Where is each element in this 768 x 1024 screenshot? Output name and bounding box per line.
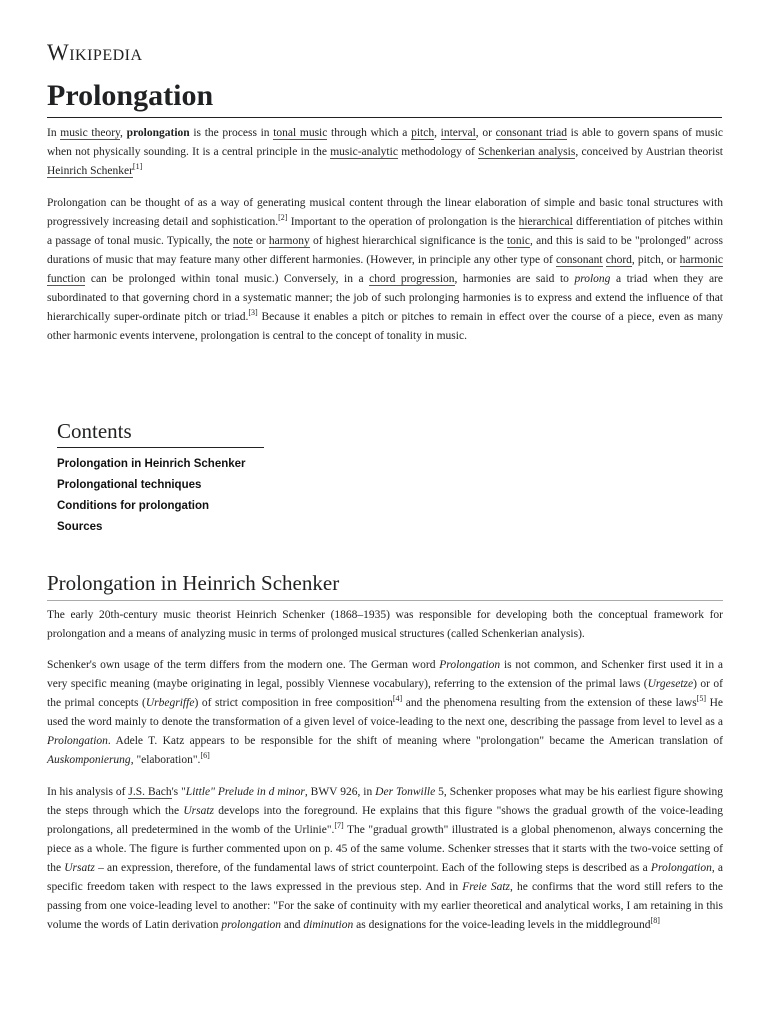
link-music-theory[interactable]: music theory bbox=[60, 127, 121, 139]
text-run: is able to govern spans of music when not physically sounding. It is a central principle in the bbox=[47, 127, 724, 158]
text-run: , BWV 926, in bbox=[304, 786, 376, 798]
link-tonal-music[interactable]: tonal music bbox=[273, 127, 328, 139]
toc-item-sources[interactable]: Sources bbox=[57, 521, 103, 533]
text-run: , harmonies are said to bbox=[454, 273, 575, 285]
toc-item-schenker[interactable]: Prolongation in Heinrich Schenker bbox=[57, 458, 246, 470]
reference-link[interactable]: [7] bbox=[334, 821, 344, 831]
section-heading-schenker: Prolongation in Heinrich Schenker bbox=[47, 570, 723, 601]
italic-term: Little" Prelude in d minor bbox=[185, 786, 305, 798]
reference-link[interactable]: [1] bbox=[132, 162, 143, 172]
intro-paragraph-2 bbox=[47, 194, 723, 346]
text-run: is not common, and Schenker first used it in a very specific meaning (maybe originating in legal, possibly Viennese vocabulary), referring to the extension of the primal laws ( bbox=[47, 659, 723, 690]
italic-term: prolong bbox=[574, 273, 611, 285]
italic-term: Prolongation bbox=[650, 862, 712, 874]
text-run: , bbox=[434, 127, 441, 139]
text-run: of highest hierarchical significance is the bbox=[309, 235, 507, 247]
reference-link[interactable]: [3] bbox=[248, 308, 258, 318]
italic-term: Auskomponierung bbox=[47, 754, 131, 766]
link-j-s-bach[interactable]: J.S. Bach bbox=[128, 786, 172, 798]
toc-title: Contents bbox=[57, 418, 264, 448]
text-run: 's " bbox=[171, 786, 186, 798]
text-run: , a specific freedom taken with respect to the laws expressed in the previous step. And in bbox=[47, 862, 723, 893]
text-run: can be prolonged within tonal music.) Conversely, in a bbox=[85, 273, 370, 285]
italic-term: prolongation bbox=[221, 919, 282, 931]
italic-term: Urgesetze bbox=[647, 678, 694, 690]
text-run: , or bbox=[475, 127, 496, 139]
link-consonant[interactable]: consonant bbox=[555, 254, 603, 266]
text-run: In bbox=[47, 127, 61, 139]
text-run: ) of strict composition in free composition bbox=[194, 697, 393, 709]
text-run: – an expression, therefore, of the fundamental laws of strict counterpoint. Each of the following steps is described as a bbox=[94, 862, 651, 874]
link-music-analytic[interactable]: music-analytic bbox=[330, 146, 398, 158]
reference-link[interactable]: [4] bbox=[392, 694, 403, 704]
section1-paragraph-1 bbox=[47, 606, 723, 644]
italic-term: Ursatz bbox=[183, 805, 215, 817]
link-consonant-triad[interactable]: consonant triad bbox=[495, 127, 567, 139]
text-run: He used the word mainly to denote the transformation of a given level of voice-leading to the next one, describing the passage from level to level as a bbox=[47, 697, 723, 728]
wikipedia-wordmark[interactable]: Wikipedia bbox=[47, 40, 143, 65]
text-run: , and this is said to be "prolonged" across durations of music that may feature many other different harmonies. (However, in principle any other type of bbox=[47, 235, 723, 266]
italic-term: diminution bbox=[303, 919, 354, 931]
text-run: The early 20th-century music theorist Heinrich Schenker (1868–1935) was responsible for developing both the conceptual framework for prolongation and a means of analyzing music in terms of prolonged musical structures (called Schenkerian analysis). bbox=[47, 609, 723, 640]
text-run: Schenker's own usage of the term differs from the modern one. The German word bbox=[47, 659, 440, 671]
link-interval[interactable]: interval bbox=[440, 127, 476, 139]
link-chord-progression[interactable]: chord progression bbox=[369, 273, 455, 285]
reference-link[interactable]: [8] bbox=[650, 916, 660, 926]
text-run: differentiation of pitches within a passage of tonal music. Typically, the bbox=[47, 216, 723, 247]
bold-term: prolongation bbox=[126, 127, 190, 139]
text-run: Prolongation can be thought of as a way of generating musical content through the linear elaboration of simple and basic tonal structures with progressively increasing detail and sophistication. bbox=[47, 197, 723, 228]
text-run: as designations for the voice-leading levels in the middleground bbox=[353, 919, 651, 931]
section1-paragraph-2 bbox=[47, 656, 723, 770]
italic-term: Prolongation bbox=[439, 659, 501, 671]
text-run: through which a bbox=[327, 127, 412, 139]
reference-link[interactable]: [2] bbox=[278, 213, 288, 223]
text-run: Important to the operation of prolongation is the bbox=[287, 216, 519, 228]
text-run: a triad when they are subordinated to that governing chord in a systematic manner; the job of such prolonging harmonies is to express and extend the influence of that hierarchically super-ordinate pitch or triad. bbox=[47, 273, 723, 323]
italic-term: Der Tonwille bbox=[375, 786, 436, 798]
link-schenkerian-analysis[interactable]: Schenkerian analysis bbox=[478, 146, 576, 158]
page-title: Prolongation bbox=[47, 78, 722, 118]
reference-link[interactable]: [5] bbox=[696, 694, 706, 704]
link-harmony[interactable]: harmony bbox=[268, 235, 310, 247]
text-run: methodology of bbox=[397, 146, 479, 158]
text-run: The "gradual growth" illustrated is a global phenomenon, always concerning the piece as a whole. The figure is further commented upon on p. 45 of the same volume. Schenker stresses that it starts with the two-voice setting of the bbox=[47, 824, 723, 874]
text-run: Because it enables a pitch or pitches to remain in effect over the course of a piece, even as many other harmonic events intervene, prolongation is central to the concept of tonality in music. bbox=[47, 311, 724, 342]
link-hierarchical[interactable]: hierarchical bbox=[518, 216, 573, 228]
text-run: , "elaboration". bbox=[130, 754, 201, 766]
italic-term: Prolongation bbox=[47, 735, 108, 747]
link-tonic[interactable]: tonic bbox=[506, 235, 530, 247]
text-run: or bbox=[252, 235, 269, 247]
text-run: . Adele T. Katz appears to be responsible for the shift of meaning where "prolongation" became the American translation of bbox=[107, 735, 723, 747]
text-run: and bbox=[281, 919, 304, 931]
text-run: is the process in bbox=[189, 127, 274, 139]
link-heinrich-schenker[interactable]: Heinrich Schenker bbox=[47, 165, 133, 177]
italic-term: Freie Satz bbox=[462, 881, 510, 893]
intro-paragraph-1 bbox=[47, 124, 723, 181]
italic-term: Urbegriffe bbox=[145, 697, 195, 709]
text-run: and the phenomena resulting from the extension of these laws bbox=[402, 697, 697, 709]
text-run: In his analysis of bbox=[47, 786, 129, 798]
text-run: develops into the foreground. He explains that this figure "shows the gradual growth of the voice-leading prolongations, all predetermined in the womb of the Urlinie". bbox=[47, 805, 723, 836]
text-run: , he confirms that the word still refers to the passing from one voice-leading level to another: "For the sake of continuity with my earlier theoretical and analytical works, I am retaining in this volume the words of Latin derivation bbox=[47, 881, 723, 931]
text-run: ) or of the primal concepts ( bbox=[47, 678, 723, 709]
italic-term: Ursatz bbox=[64, 862, 95, 874]
link-note[interactable]: note bbox=[232, 235, 253, 247]
text-run: , conceived by Austrian theorist bbox=[575, 146, 723, 158]
link-chord[interactable]: chord bbox=[605, 254, 632, 266]
link-harmonic-function[interactable]: harmonic function bbox=[47, 254, 724, 285]
text-run: 5, Schenker proposes what may be his earliest figure showing the steps through which the bbox=[47, 786, 723, 817]
section1-paragraph-3 bbox=[47, 783, 723, 935]
text-run: , bbox=[120, 127, 127, 139]
toc-item-techniques[interactable]: Prolongational techniques bbox=[57, 479, 202, 491]
toc-item-conditions[interactable]: Conditions for prolongation bbox=[57, 500, 210, 512]
link-pitch[interactable]: pitch bbox=[411, 127, 435, 139]
table-of-contents bbox=[57, 418, 264, 538]
text-run: , pitch, or bbox=[631, 254, 680, 266]
reference-link[interactable]: [6] bbox=[200, 751, 210, 761]
